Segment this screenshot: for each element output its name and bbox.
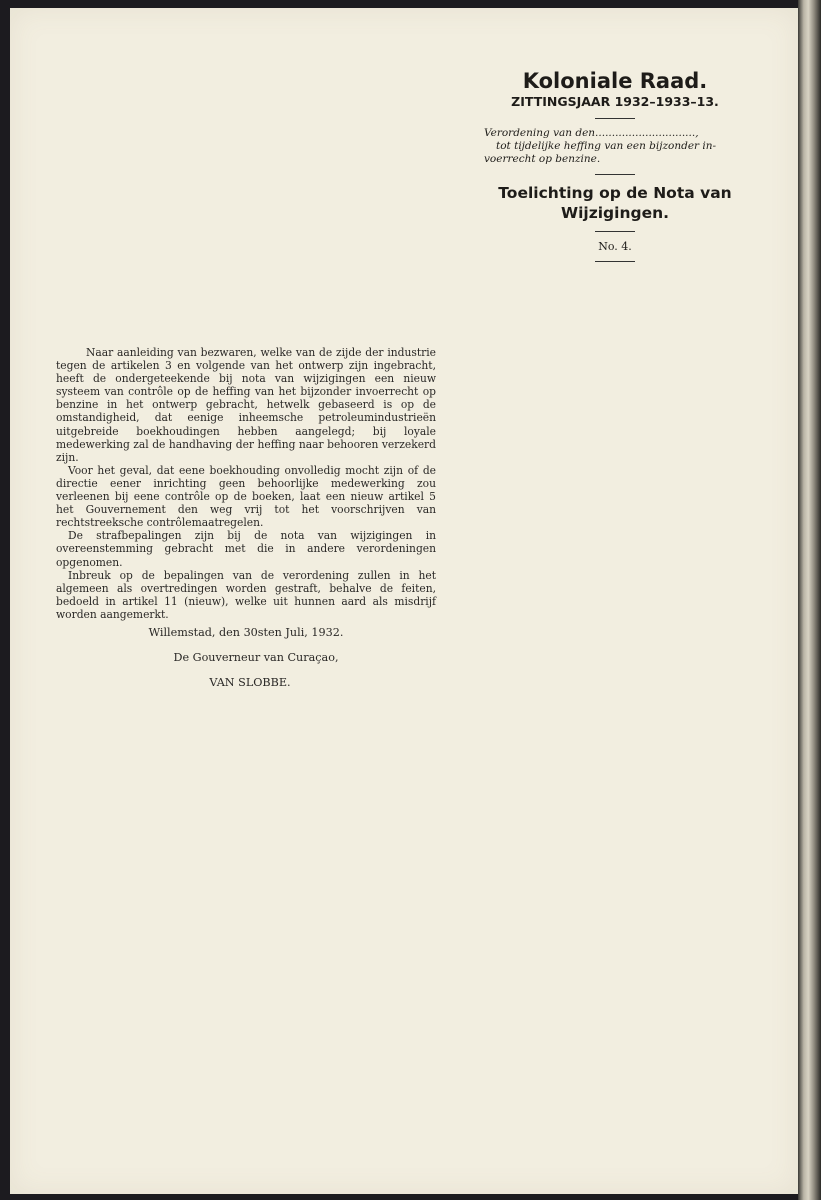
signature-place-date: Willemstad, den 30sten Juli, 1932. bbox=[148, 626, 344, 639]
document-header bbox=[480, 68, 750, 270]
ordinance-line-3: voerrecht op benzine. bbox=[484, 153, 601, 165]
divider bbox=[595, 118, 635, 119]
explanation-title-line-2: Wijzigingen. bbox=[560, 204, 670, 222]
document-number: No. 4. bbox=[598, 240, 632, 253]
council-title: Koloniale Raad. bbox=[522, 69, 708, 93]
paragraph-4: Inbreuk op de bepalingen van de verordening zullen in het algemeen als overtredingen worden gestraft, behalve de feiten, bedoeld in artikel 11 (nieuw), welke uit hunnen aard als misdrijf worden aangemerkt. bbox=[56, 568, 436, 621]
session-year: ZITTINGSJAAR 1932–1933–13. bbox=[511, 94, 719, 109]
divider bbox=[595, 174, 635, 175]
paragraph-3: De strafbepalingen zijn bij de nota van wijzigingen in overeenstemming gebracht met die in andere verordeningen opgenomen. bbox=[56, 529, 436, 569]
document-page bbox=[10, 8, 798, 1194]
ordinance-line-2: tot tijdelijke heffing van een bijzonder in- bbox=[496, 140, 717, 152]
divider bbox=[595, 261, 635, 262]
paragraph-2: Voor het geval, dat eene boekhouding onvolledig mocht zijn of de directie eener inrichting geen behoorlijke medewerking zou verleenen bij eene contrôle op de boeken, laat een nieuw artikel 5 het Gouvernement den weg vrij tot het voorschrijven van rechtstreeksche contrôlemaatregelen. bbox=[56, 463, 436, 530]
paragraph-1: Naar aanleiding van bezwaren, welke van de zijde der industrie tegen de artikelen 3 en volgende van het ontwerp zijn ingebracht, heeft de ondergeteekende bij nota van wijzigingen een nieuw systeem van contrôle op de heffing van het bijzonder invoerrecht op benzine in het ontwerp gebracht, hetwelk gebaseerd is op de omstandigheid, dat eenige inheemsche petroleumindustrieën uitgebreide boekhoudingen hebben aangelegd; bij loyale medewerking zal de handhaving der heffing naar behooren verzekerd zijn. bbox=[56, 346, 436, 464]
body-text bbox=[56, 346, 436, 621]
binding-spine bbox=[798, 0, 821, 1200]
explanation-title-line-1: Toelichting op de Nota van bbox=[498, 184, 732, 202]
divider bbox=[595, 231, 635, 232]
signature-name: VAN SLOBBE. bbox=[209, 676, 291, 689]
ordinance-line-1: Verordening van den.............................., bbox=[484, 127, 699, 139]
signature-title: De Gouverneur van Curaçao, bbox=[173, 651, 339, 664]
